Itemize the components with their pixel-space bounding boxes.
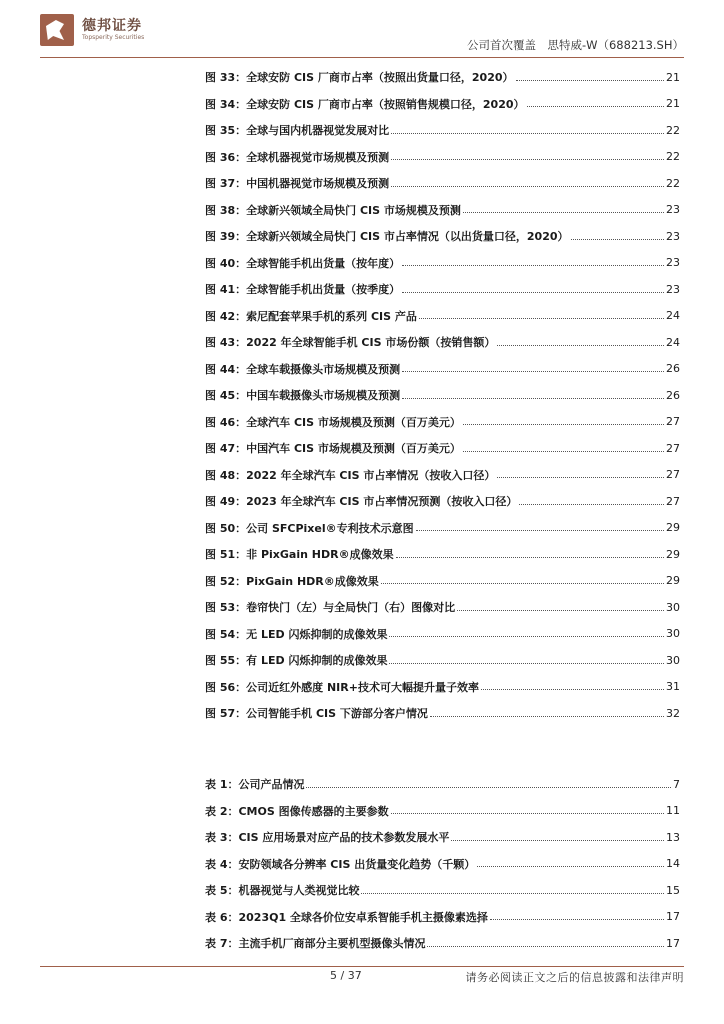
figure-entry-label: 图 56：公司近红外感度 NIR+技术可大幅提升量子效率: [205, 680, 479, 694]
table-entry[interactable]: [205, 798, 680, 825]
figure-entry-label: 图 43：2022 年全球智能手机 CIS 市场份额（按销售额）: [205, 336, 496, 350]
table-entry-label: 表 5：机器视觉与人类视觉比较: [205, 884, 360, 898]
leader-dots: [389, 663, 664, 664]
leader-dots: [463, 451, 664, 452]
figure-entry-page: 23: [666, 256, 680, 270]
figure-entry[interactable]: [205, 91, 680, 118]
leader-dots: [457, 610, 664, 611]
figure-entry[interactable]: [205, 144, 680, 171]
figure-entry-label: 图 55：有 LED 闪烁抑制的成像效果: [205, 654, 388, 668]
figure-entry-label: 图 34：全球安防 CIS 厂商市占率（按照销售规模口径，2020）: [205, 97, 525, 111]
figure-entry[interactable]: [205, 356, 680, 383]
figure-entry-label: 图 35：全球与国内机器视觉发展对比: [205, 124, 390, 138]
figure-entry[interactable]: [205, 700, 680, 727]
figure-entry[interactable]: [205, 568, 680, 595]
leader-dots: [571, 239, 665, 240]
leader-dots: [497, 477, 664, 478]
leader-dots: [527, 106, 665, 107]
logo-mark-icon: [40, 14, 74, 46]
figure-entry-page: 30: [666, 627, 680, 641]
leader-dots: [416, 530, 664, 531]
leader-dots: [519, 504, 664, 505]
table-entry-page: 7: [673, 777, 680, 791]
figure-entry-label: 图 36：全球机器视觉市场规模及预测: [205, 150, 390, 164]
figure-entry-page: 23: [666, 229, 680, 243]
table-entry-page: 15: [666, 883, 680, 897]
page-header: [0, 0, 724, 62]
leader-dots: [497, 345, 664, 346]
leader-dots: [391, 813, 664, 814]
table-entry-label: 表 4：安防领域各分辨率 CIS 出货量变化趋势（千颗）: [205, 857, 476, 871]
logo-name-cn: 德邦证券: [82, 18, 142, 34]
leader-dots: [451, 840, 664, 841]
figure-entry-label: 图 44：全球车载摄像头市场规模及预测: [205, 362, 401, 376]
figure-entry[interactable]: [205, 488, 680, 515]
figure-entry[interactable]: [205, 382, 680, 409]
leader-dots: [490, 919, 664, 920]
figure-entry[interactable]: [205, 329, 680, 356]
figure-entry-label: 图 52：PixGain HDR®成像效果: [205, 574, 379, 588]
leader-dots: [402, 265, 664, 266]
leader-dots: [430, 716, 664, 717]
leader-dots: [463, 424, 664, 425]
leader-dots: [389, 636, 664, 637]
figure-entry-page: 22: [666, 123, 680, 137]
legal-disclaimer: 请务必阅读正文之后的信息披露和法律声明: [465, 971, 684, 984]
figure-entry-label: 图 37：中国机器视觉市场规模及预测: [205, 177, 390, 191]
table-entry[interactable]: [205, 877, 680, 904]
figure-entry[interactable]: [205, 647, 680, 674]
figure-entry-label: 图 49：2023 年全球汽车 CIS 市占率情况预测（按收入口径）: [205, 495, 518, 509]
figure-entry-page: 24: [666, 335, 680, 349]
leader-dots: [381, 583, 664, 584]
figure-entry-label: 图 57：公司智能手机 CIS 下游部分客户情况: [205, 707, 428, 721]
figure-entry-page: 27: [666, 468, 680, 482]
figure-entry[interactable]: [205, 462, 680, 489]
figure-entry-page: 31: [666, 680, 680, 694]
leader-dots: [391, 133, 664, 134]
table-entry[interactable]: [205, 771, 680, 798]
figure-entry-page: 24: [666, 309, 680, 323]
figure-entry-page: 27: [666, 415, 680, 429]
figure-index: [205, 64, 680, 727]
table-entry-page: 14: [666, 857, 680, 871]
report-info: 公司首次覆盖 思特威-W（688213.SH）: [466, 38, 684, 52]
leader-dots: [361, 893, 664, 894]
figure-entry-label: 图 33：全球安防 CIS 厂商市占率（按照出货量口径，2020）: [205, 71, 514, 85]
figure-entry-page: 30: [666, 653, 680, 667]
table-index: [205, 771, 680, 957]
table-entry-page: 11: [666, 804, 680, 818]
table-entry-label: 表 6：2023Q1 全球各价位安卓系智能手机主摄像素选择: [205, 910, 488, 924]
table-entry-label: 表 7：主流手机厂商部分主要机型摄像头情况: [205, 937, 426, 951]
figure-entry[interactable]: [205, 170, 680, 197]
figure-entry-page: 22: [666, 150, 680, 164]
table-entry-label: 表 2：CMOS 图像传感器的主要参数: [205, 804, 389, 818]
table-entry[interactable]: [205, 824, 680, 851]
figure-entry-label: 图 47：中国汽车 CIS 市场规模及预测（百万美元）: [205, 442, 461, 456]
table-entry-page: 13: [666, 830, 680, 844]
footer-divider: [40, 966, 684, 967]
figure-entry-label: 图 54：无 LED 闪烁抑制的成像效果: [205, 627, 388, 641]
figure-entry-page: 27: [666, 441, 680, 455]
figure-entry[interactable]: [205, 674, 680, 701]
figure-entry-label: 图 46：全球汽车 CIS 市场规模及预测（百万美元）: [205, 415, 461, 429]
figure-entry[interactable]: [205, 117, 680, 144]
leader-dots: [516, 80, 665, 81]
leader-dots: [306, 787, 671, 788]
figure-entry[interactable]: [205, 276, 680, 303]
figure-entry-label: 图 45：中国车载摄像头市场规模及预测: [205, 389, 401, 403]
figure-entry[interactable]: [205, 250, 680, 277]
figure-entry[interactable]: [205, 594, 680, 621]
table-entry-label: 表 3：CIS 应用场景对应产品的技术参数发展水平: [205, 831, 450, 845]
figure-entry-label: 图 41：全球智能手机出货量（按季度）: [205, 283, 401, 297]
logo-name-en: Topsperity Securities: [82, 34, 145, 41]
figure-entry-page: 29: [666, 521, 680, 535]
figure-entry[interactable]: [205, 435, 680, 462]
leader-dots: [427, 946, 664, 947]
table-entry[interactable]: [205, 904, 680, 931]
figure-entry[interactable]: [205, 541, 680, 568]
table-entry[interactable]: [205, 930, 680, 957]
leader-dots: [402, 371, 664, 372]
leader-dots: [391, 159, 664, 160]
figure-entry-page: 21: [666, 70, 680, 84]
leader-dots: [402, 398, 664, 399]
figure-entry[interactable]: [205, 303, 680, 330]
table-entry[interactable]: [205, 851, 680, 878]
leader-dots: [477, 866, 664, 867]
table-entry-page: 17: [666, 910, 680, 924]
header-divider: [40, 57, 684, 58]
figure-entry-page: 22: [666, 176, 680, 190]
figure-entry-page: 29: [666, 574, 680, 588]
leader-dots: [402, 292, 664, 293]
figure-entry-label: 图 50：公司 SFCPixel®专利技术示意图: [205, 521, 414, 535]
page-number: 5 / 37: [330, 969, 362, 982]
leader-dots: [481, 689, 664, 690]
figure-entry[interactable]: [205, 621, 680, 648]
figure-entry-page: 29: [666, 547, 680, 561]
table-entry-label: 表 1：公司产品情况: [205, 778, 305, 792]
figure-entry-page: 30: [666, 600, 680, 614]
figure-entry[interactable]: [205, 223, 680, 250]
figure-entry-label: 图 38：全球新兴领域全局快门 CIS 市场规模及预测: [205, 203, 461, 217]
figure-entry-page: 23: [666, 203, 680, 217]
figure-entry-label: 图 40：全球智能手机出货量（按年度）: [205, 256, 401, 270]
figure-entry-label: 图 42：索尼配套苹果手机的系列 CIS 产品: [205, 309, 417, 323]
figure-entry-page: 23: [666, 282, 680, 296]
figure-entry-label: 图 53：卷帘快门（左）与全局快门（右）图像对比: [205, 601, 456, 615]
figure-entry[interactable]: [205, 64, 680, 91]
figure-entry-label: 图 51：非 PixGain HDR®成像效果: [205, 548, 394, 562]
figure-entry[interactable]: [205, 197, 680, 224]
table-entry-page: 17: [666, 936, 680, 950]
leader-dots: [391, 186, 664, 187]
figure-entry-page: 26: [666, 388, 680, 402]
figure-entry-page: 32: [666, 706, 680, 720]
figure-entry-label: 图 39：全球新兴领域全局快门 CIS 市占率情况（以出货量口径，2020）: [205, 230, 569, 244]
figure-entry[interactable]: [205, 515, 680, 542]
figure-entry-label: 图 48：2022 年全球汽车 CIS 市占率情况（按收入口径）: [205, 468, 496, 482]
figure-entry-page: 27: [666, 494, 680, 508]
figure-entry-page: 21: [666, 97, 680, 111]
figure-entry[interactable]: [205, 409, 680, 436]
company-logo: [40, 14, 200, 48]
figure-entry-page: 26: [666, 362, 680, 376]
leader-dots: [419, 318, 664, 319]
leader-dots: [463, 212, 664, 213]
leader-dots: [396, 557, 664, 558]
